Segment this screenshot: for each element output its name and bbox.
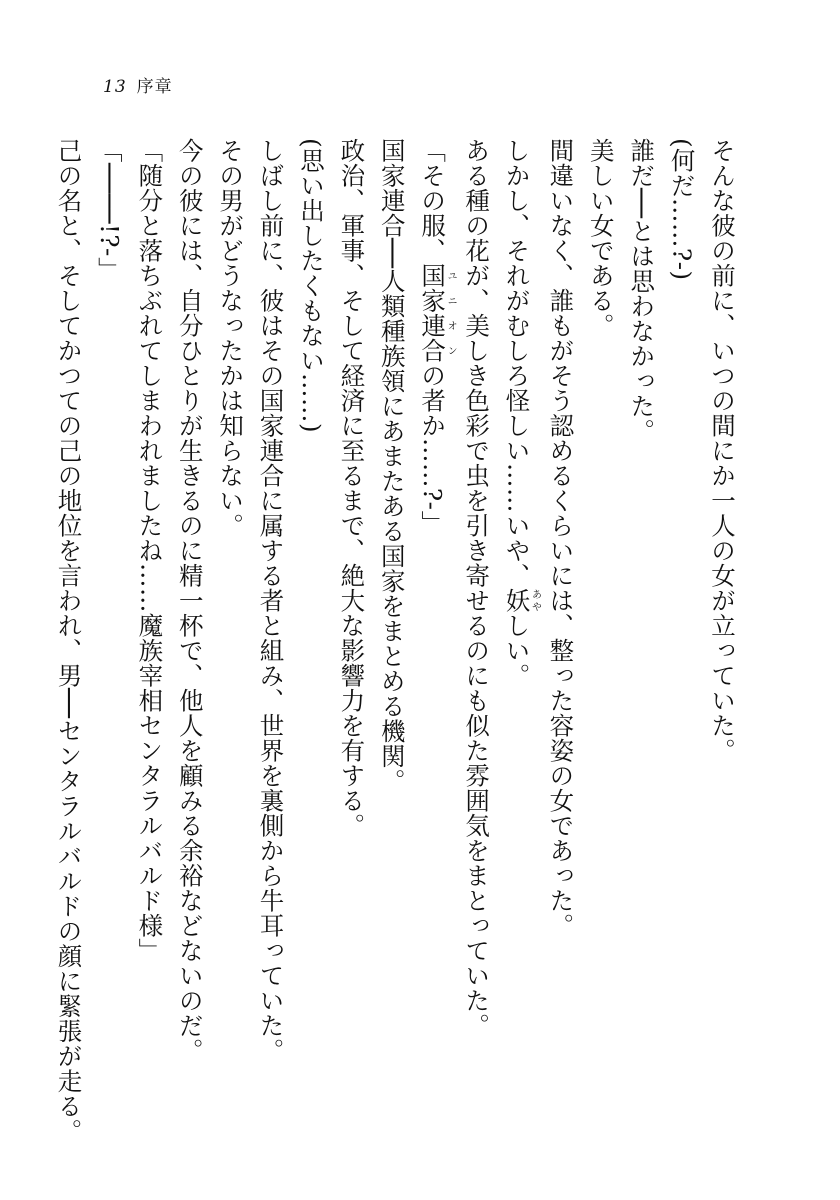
ruby-base: 国家連合 [418, 263, 448, 363]
ruby-reading: あや [529, 588, 541, 613]
text-line: その男がどうなったかは知らない。 [216, 138, 246, 538]
text-line [412, 138, 456, 1148]
text-line: しばし前に、彼はその国家連合に属する者と組み、世界を裏側から牛耳っていた。 [256, 138, 286, 1063]
chapter-title: 序章 [136, 77, 173, 97]
ruby-reading: ユニオン [445, 263, 457, 363]
text-line: 間違いなく、誰もがそう認めるくらいには、整った容姿の女であった。 [546, 138, 576, 938]
ruby-ayashii [502, 588, 541, 613]
text-line [496, 138, 540, 1148]
page-number: 13 [103, 77, 127, 97]
running-header [103, 72, 173, 97]
text-segment: しい。 [502, 613, 532, 688]
text-segment: 「その服、 [418, 138, 448, 263]
text-line: 誰だ──とは思わなかった。 [627, 138, 657, 444]
text-line: ある種の花が、美しき色彩で虫を引き寄せるのにも似た雰囲気をまとっていた。 [462, 138, 492, 1038]
text-line: (思い出したくもない……) [296, 138, 326, 434]
text-line: 今の彼には、自分ひとりが生きるのに精一杯で、他人を顧みる余裕などないのだ。 [175, 138, 205, 1063]
text-line: (何だ……?-) [667, 138, 697, 281]
ruby-base: 妖 [502, 588, 532, 613]
text-segment: の者か……?-」 [418, 363, 448, 536]
text-line: 「────!?-」 [94, 138, 124, 282]
text-segment: しかし、それがむしろ怪しい……いや、 [502, 138, 532, 588]
text-line: 政治、軍事、そして経済に至るまで、絶大な影響力を有する。 [337, 138, 367, 838]
text-line: 国家連合──人類種族領にあまたある国家をまとめる機関。 [377, 138, 407, 794]
text-line: そんな彼の前に、いつの間にか一人の女が立っていた。 [708, 138, 737, 763]
novel-text [48, 138, 742, 1148]
ruby-union [418, 263, 457, 363]
text-line: 己の名と、そしてかつての己の地位を言われ、男──センタラルバルドの顔に緊張が走る。 [54, 138, 84, 1144]
text-line: 美しい女である。 [586, 138, 616, 338]
text-line: 「随分と落ちぶれてしまわれましたね……魔族宰相センタラルバルド様」 [135, 138, 165, 963]
